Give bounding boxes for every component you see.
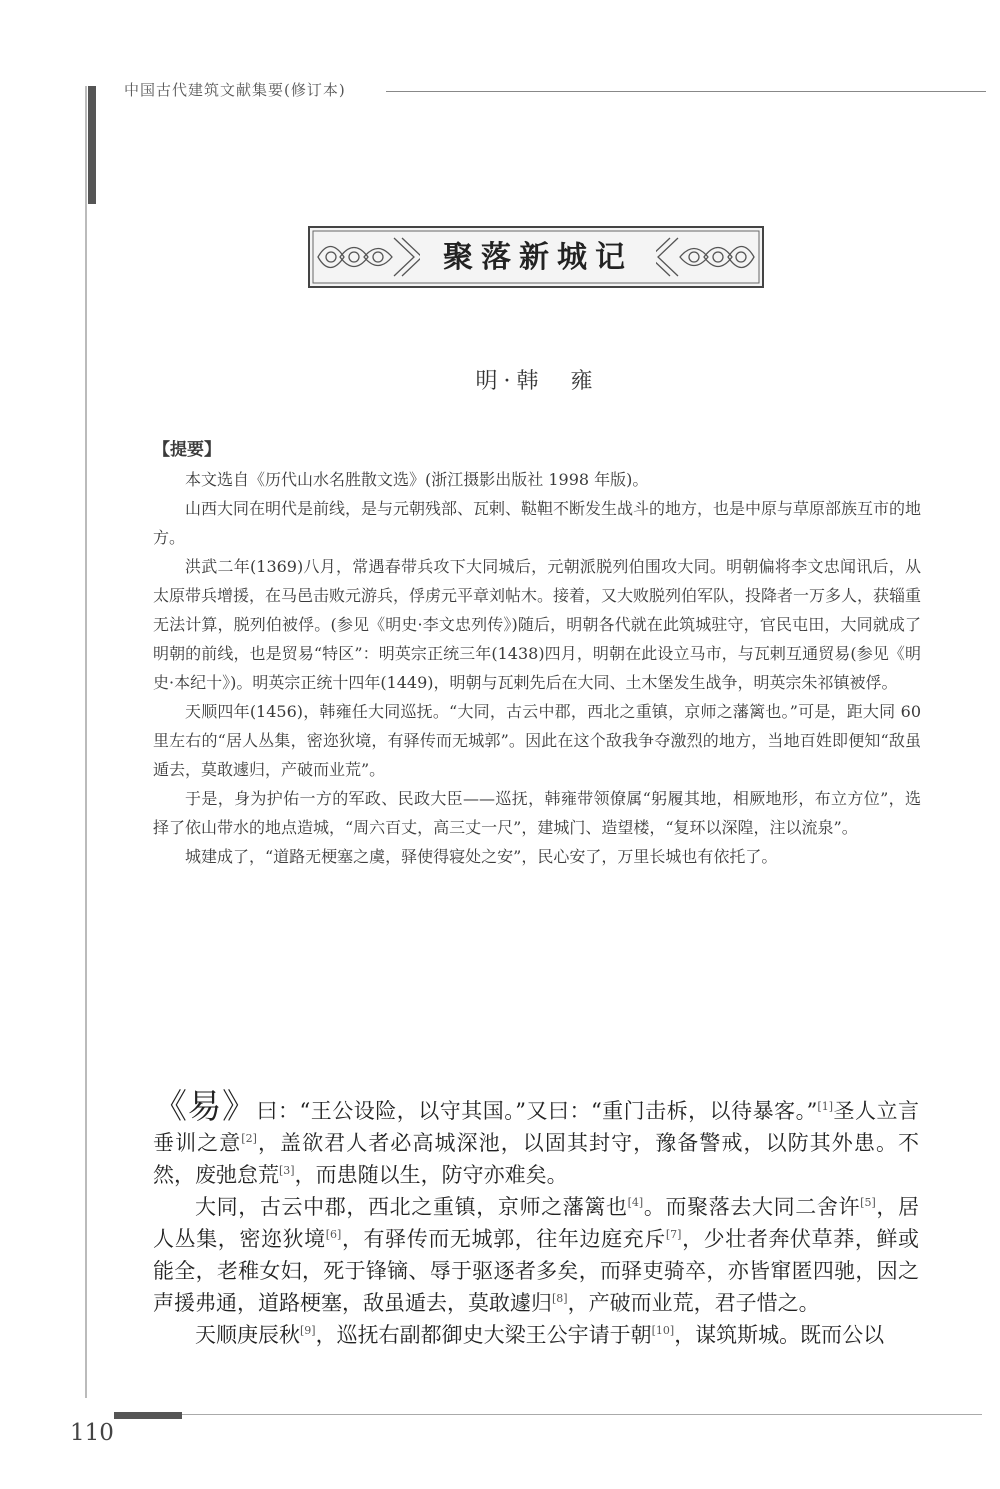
footnote-ref: [9] [300,1324,316,1337]
watermark [8,950,44,1150]
book-title-large: 《易》 [153,1087,257,1127]
abstract-section [153,436,921,871]
article-title: 聚落新城记 [420,238,656,278]
abstract-paragraph: 于是，身为护佑一方的军政、民政大臣——巡抚，韩雍带领僚属“躬履其地，相厥地形，布立方位”，选择了依山带水的地点造城，“周六百丈，高三丈一尺”，建城门、造望楼，“复环以深隍，注以流泉”。 [153,789,921,837]
footnote-ref: [5] [860,1196,876,1209]
running-header: 中国古代建筑文献集要(修订本) [124,81,346,99]
footer-bar [114,1412,182,1419]
text-run: 天顺庚辰秋 [195,1323,300,1347]
footnote-ref: [8] [552,1292,568,1305]
footer-rule [182,1414,982,1415]
text-run: ，盖欲君人者必高城深池，以固其封守，豫备警戒，以防其外患。不然，废弛怠荒 [153,1131,920,1187]
body-paragraph [153,1191,919,1319]
text-run: ，产破而业荒，君子惜之。 [567,1291,820,1315]
text-run: ，少壮者奔伏草莽，鲜或能全，老稚女妇，死于锋镝、辱于驱逐者多矣，而驿吏骑卒，亦皆窜匿四驰，因之声援弗通，道路梗塞，敌虽遁去，莫敢遽归 [153,1227,920,1315]
footnote-ref: [7] [665,1228,682,1241]
abstract-paragraph: 城建成了，“道路无梗塞之虞，驿使得寝处之安”，民心安了，万里长城也有依托了。 [185,847,778,866]
footnote-ref: [2] [241,1132,257,1145]
footnote-ref: [3] [279,1164,295,1177]
author-line: 明·韩 雍 [475,369,599,394]
abstract-paragraph: 洪武二年(1369)八月，常遇春带兵攻下大同城后，元朝派脱列伯围攻大同。明朝偏将李文忠闻讯后，从太原带兵增援，在马邑击败元游兵，俘虏元平章刘帖木。接着，又大败脱列伯军队，投降者一万多人，获辎重无法计算，脱列伯被俘。(参见《明史·李文忠列传》)随后，明朝各代就在此筑城驻守，官民屯田，大同就成了明朝的前线，也是贸易“特区”：明英宗正统三年(1438)四月，明朝在此设立马市，与瓦剌互通贸易(参见《明史·本纪十》)。明英宗正统十四年(1449)，明朝与瓦剌先后在大同、土木堡发生战争，明英宗朱祁镇被俘。 [153,557,922,692]
body-paragraph [153,1087,920,1191]
title-banner [308,226,764,288]
header-rule [386,91,986,92]
text-run: 大同，古云中郡，西北之重镇，京师之藩篱也 [195,1195,628,1219]
abstract-paragraph: 本文选自《历代山水名胜散文选》(浙江摄影出版社 1998 年版)。 [185,470,649,489]
text-run: ，居人丛集，密迩狄境 [153,1195,920,1251]
abstract-paragraph: 天顺四年(1456)，韩雍任大同巡抚。“大同，古云中郡，西北之重镇，京师之藩篱也。”可是，距大同 60 里左右的“居人丛集，密迩狄境，有驿传而无城郭”。因此在这个敌我争夺激烈的地方，当地百姓即便知“敌虽遁去，莫敢遽归，产破而业荒”。 [153,702,921,779]
text-run: 。而聚落去大同二舍许 [643,1195,861,1219]
text-run: ，而患随以生，防守亦难矣。 [294,1163,568,1187]
body-paragraph [153,1319,919,1351]
text-run: 圣人立言垂训之意 [153,1099,919,1155]
text-run: ，有驿传而无城郭，往年边庭充斥 [341,1227,666,1251]
left-margin-bar [88,86,96,204]
text-run: 曰：“王公设险，以守其国。”又曰：“重门击柝，以待暴客。” [256,1099,818,1123]
footnote-ref: [6] [325,1228,342,1241]
footnote-ref: [4] [627,1196,644,1209]
text-run: ，谋筑斯城。既而公以 [674,1323,885,1347]
footnote-ref: [10] [651,1324,675,1337]
footnote-ref: [1] [817,1100,833,1113]
abstract-heading: 【提要】 [153,440,221,460]
left-margin-rule [85,86,87,1398]
main-text [153,1087,920,1351]
page-number: 110 [70,1420,114,1446]
text-run: ，巡抚右副都御史大梁王公宇请于朝 [315,1323,652,1347]
abstract-paragraph: 山西大同在明代是前线，是与元朝残部、瓦剌、鞑靼不断发生战斗的地方，也是中原与草原部族互市的地方。 [153,499,922,547]
